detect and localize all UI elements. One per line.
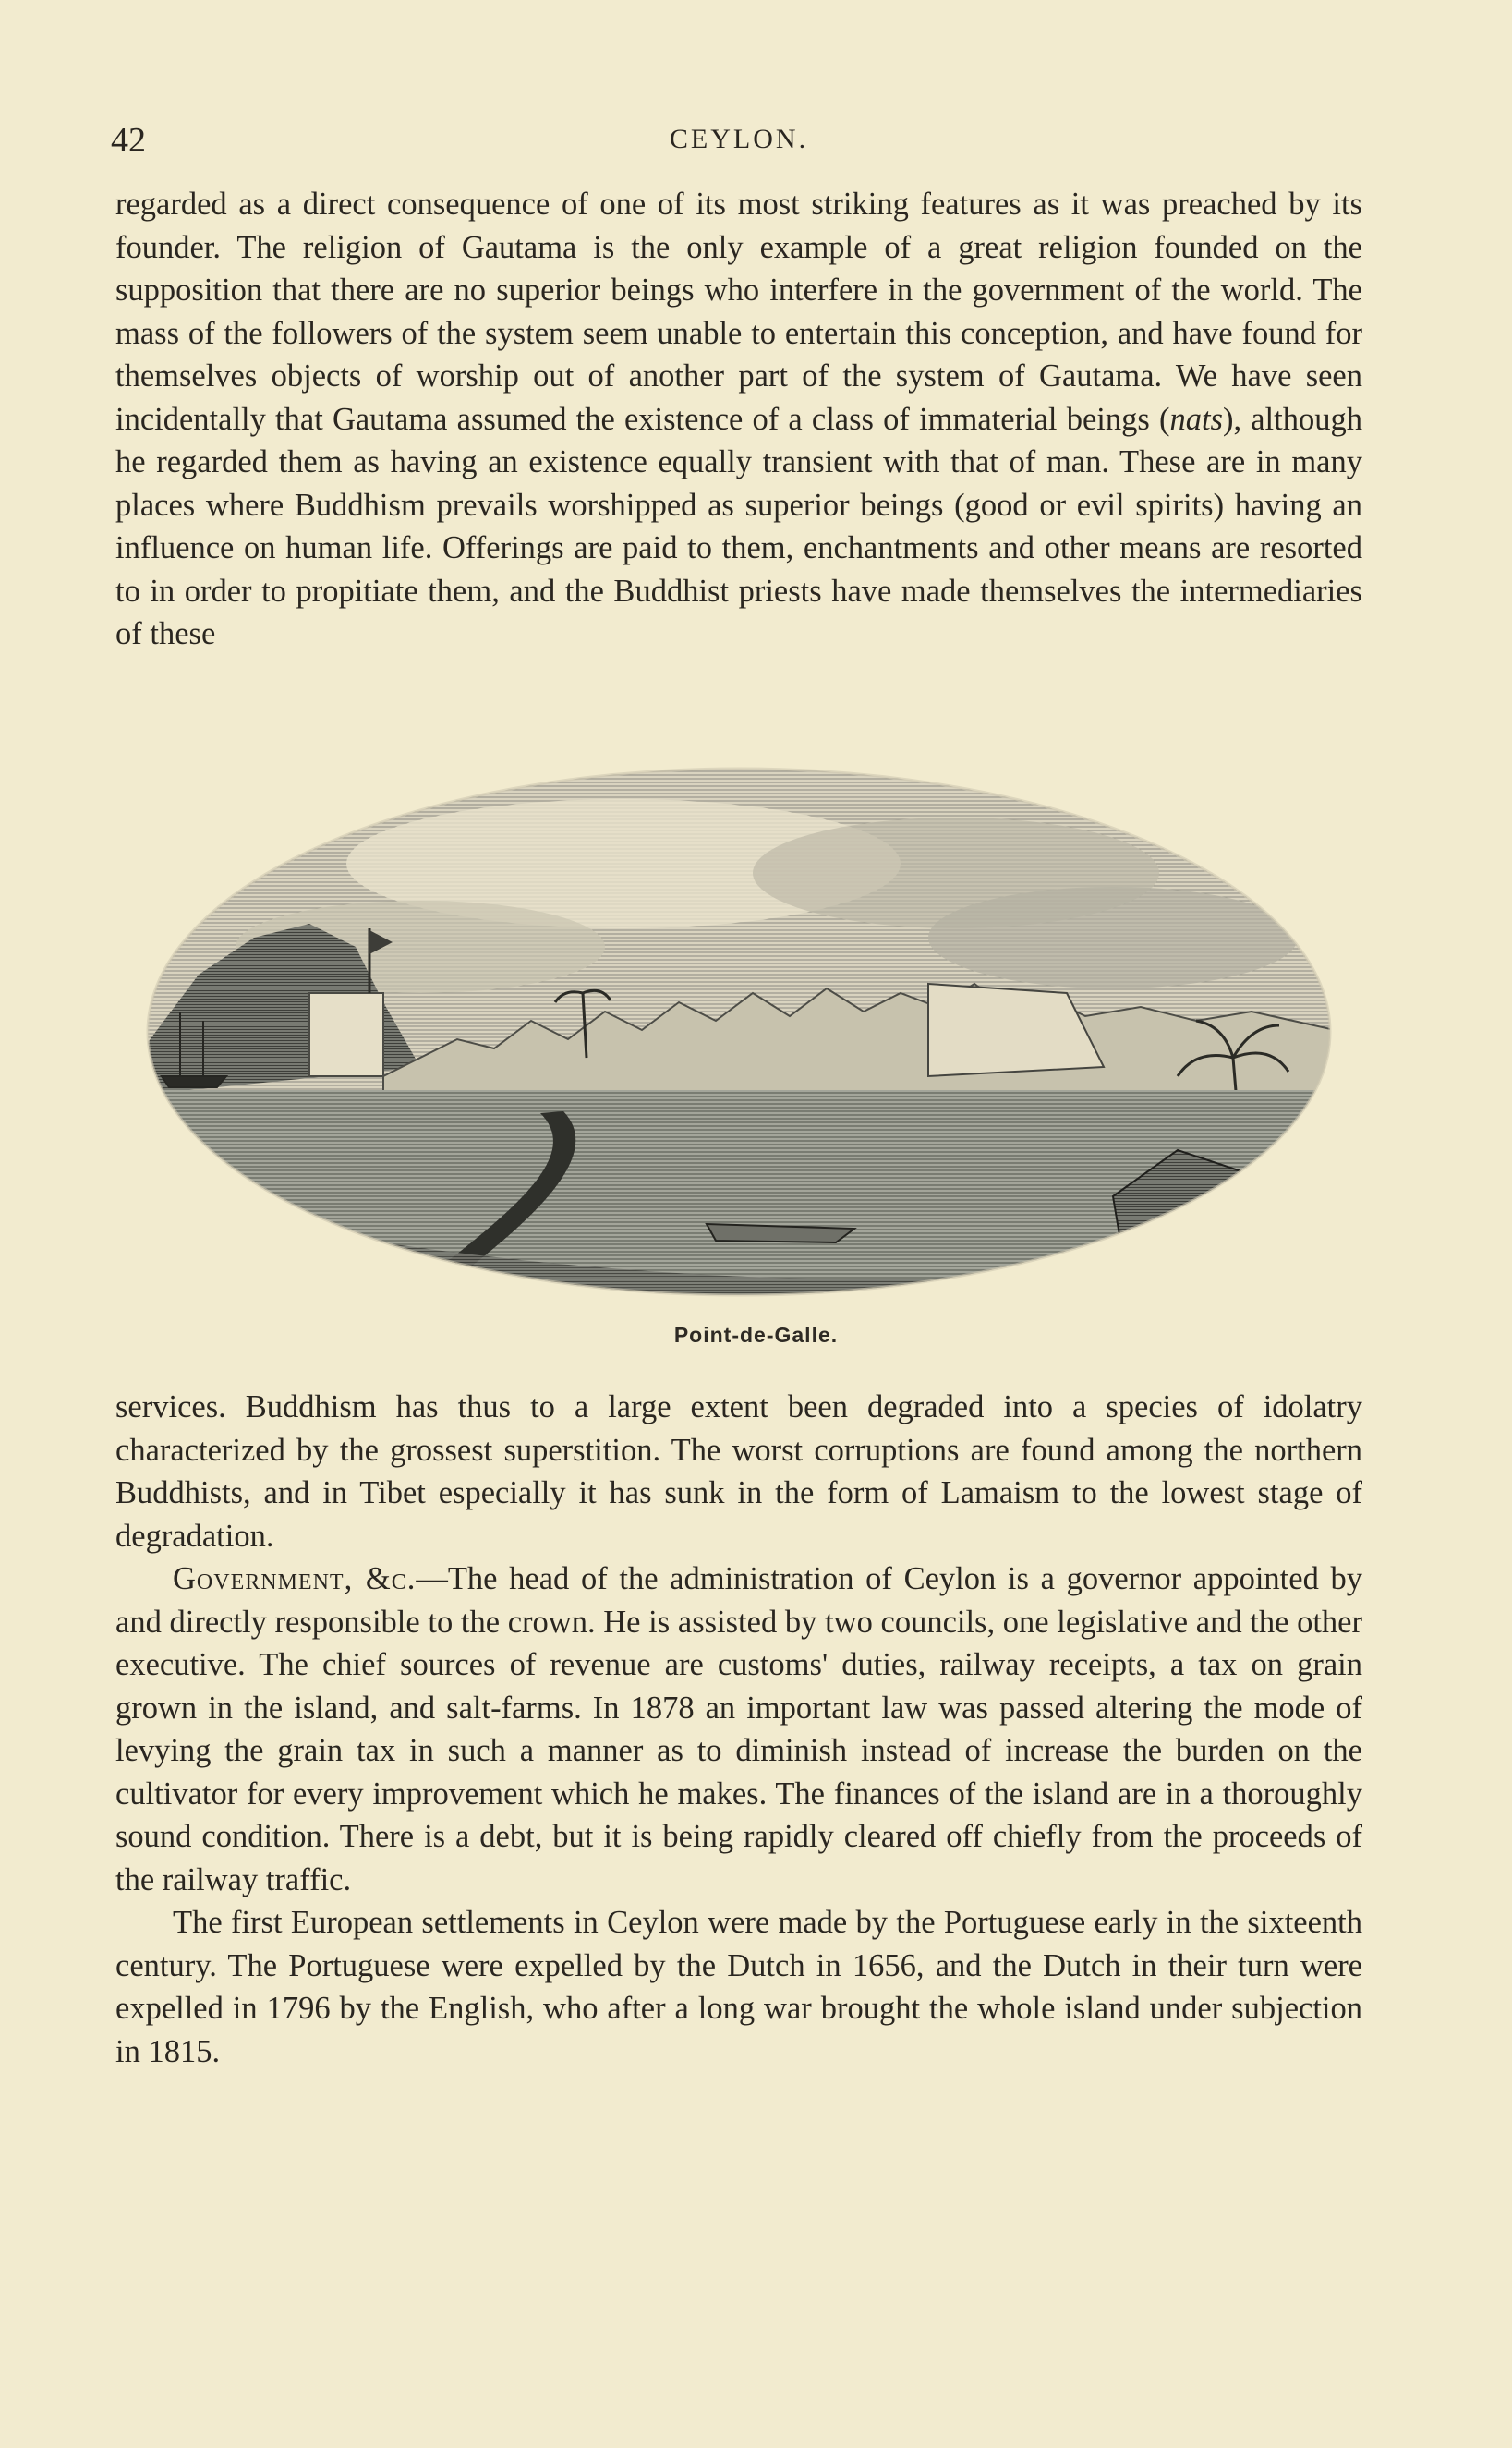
running-head: CEYLON.	[669, 124, 809, 154]
paragraph-history: The first European settlements in Ceylon were made by the Portuguese early in the sixteenth century. The Portuguese were expelled by the Dutch in 1656, and the Dutch in their turn were expelled in 1796 by the English, who after a long war brought the whole island under subjection in 1815.	[115, 1905, 1362, 2069]
page-number: 42	[111, 121, 146, 160]
page-header	[111, 120, 1367, 166]
text-block-top	[115, 183, 1362, 656]
paragraph-government	[115, 1557, 1362, 1901]
italic-term: nats	[1169, 401, 1223, 437]
paragraph-continued	[115, 183, 1362, 656]
text-block-bottom	[115, 1386, 1362, 2073]
paragraph-services: services. Buddhism has thus to a large extent been degraded into a species of idolatry characterized by the grossest superstition. The worst corruptions are found among the northern Buddhists, and in Tibet especially it has sunk in the form of Lamaism to the lowest stage of degradation.	[115, 1389, 1362, 1554]
paragraph-text: regarded as a direct consequence of one of its most striking features as it was preached by its founder. The religion of Gautama is the only example of a great religion founded on the supposition that there are no superior beings who interfere in the government of the world. The mass of the followers of the system seem unable to entertain this conception, and have found for themselves objects of worship out of another part of the system of Gautama. We have seen incidentally that Gautama assumed the existence of a class of immaterial beings (	[115, 187, 1362, 437]
point-de-galle-engraving	[143, 762, 1335, 1298]
section-heading-government: Government, &c.	[173, 1561, 417, 1596]
paragraph-text-end: ), although he regarded them as having an existence equally transient with that of man. These are in many places where Buddhism prevails worshipped as superior beings (good or evil spirits) having an influence on human life. Offerings are paid to them, enchantments and other means are resorted to in order to propitiate them, and the Buddhist priests have made themselves the intermediaries of these	[115, 401, 1362, 651]
figure-caption: Point-de-Galle.	[673, 1323, 839, 1347]
engraving-illustration	[143, 762, 1335, 1298]
government-text: —The head of the administration of Ceylon is a governor appointed by and directly responsible to the crown. He is assisted by two councils, one legislative and the other executive. The chief sources of revenue are customs' duties, railway receipts, a tax on grain grown in the island, and salt-farms. In 1878 an important law was passed altering the mode of levying the grain tax in such a manner as to diminish instead of increase the burden on the cultivator for every improvement which he makes. The finances of the island are in a thoroughly sound condition. There is a debt, but it is being rapidly cleared off chiefly from the proceeds of the railway traffic.	[115, 1561, 1362, 1897]
